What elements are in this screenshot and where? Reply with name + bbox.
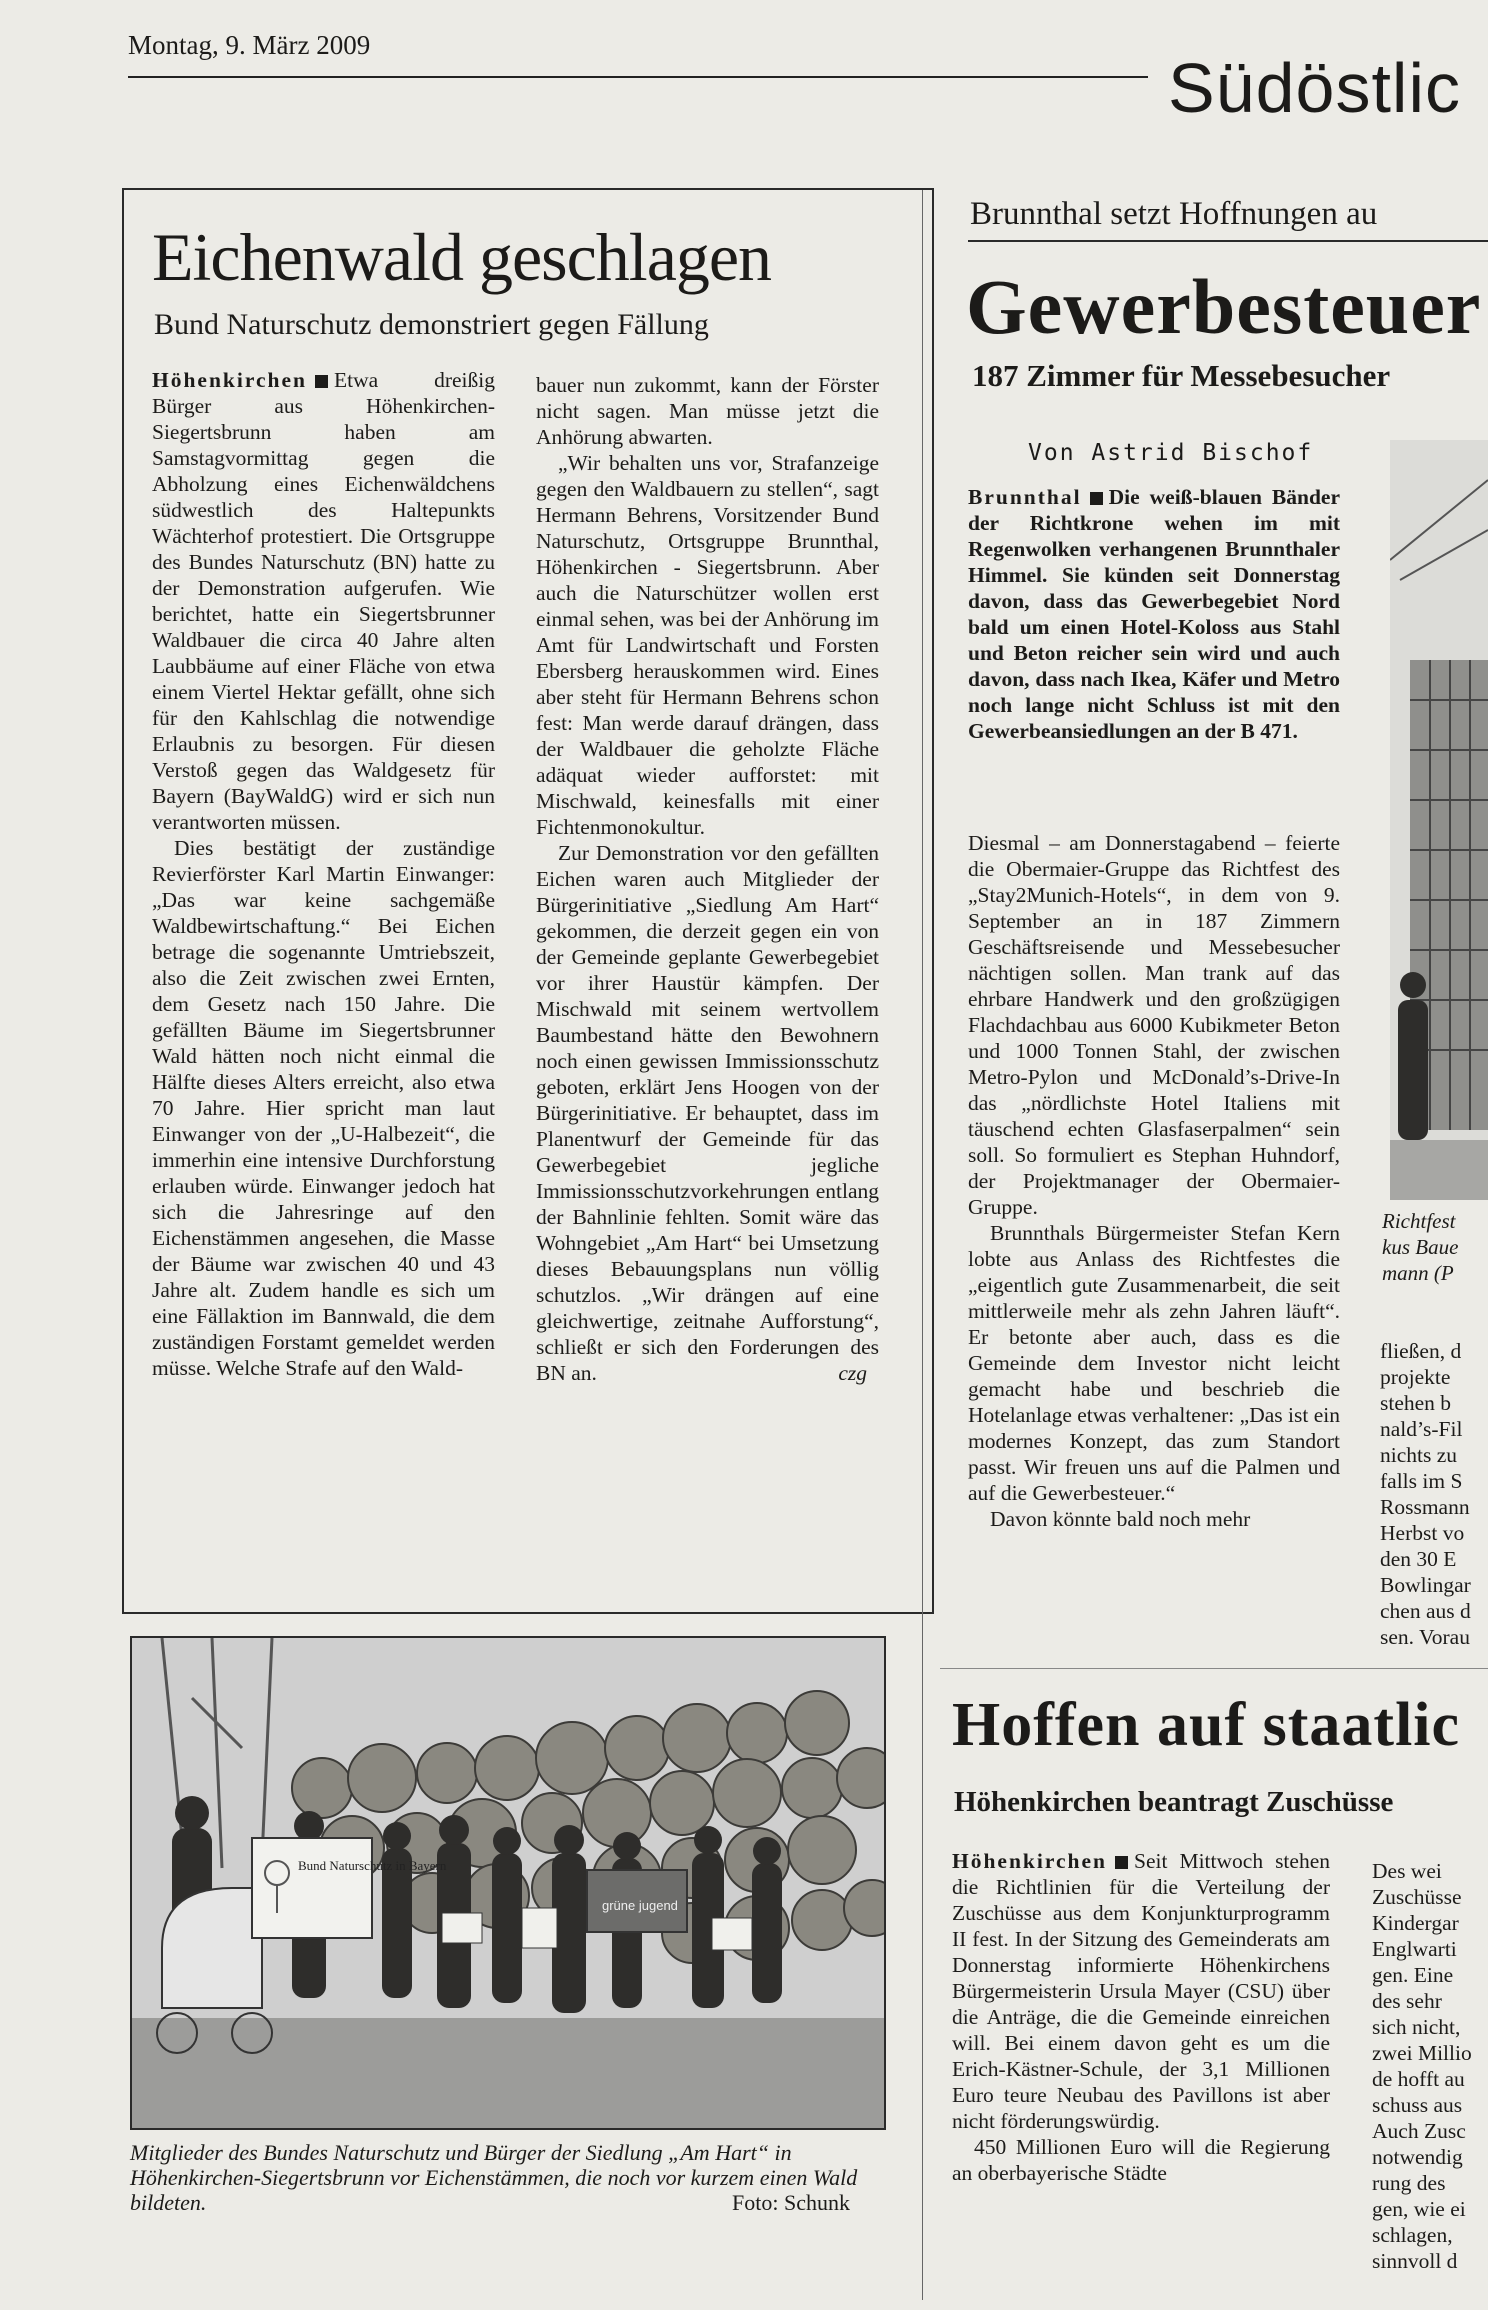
article-headline: Gewerbesteuer bbox=[966, 263, 1482, 350]
article-body bbox=[952, 1848, 1330, 2186]
text-line: zwei Millio bbox=[1372, 2041, 1472, 2065]
text-line: Rossmann bbox=[1380, 1495, 1470, 1519]
section-title: Südöstlic bbox=[1168, 49, 1462, 127]
article-kicker: Brunnthal setzt Hoffnungen au bbox=[970, 196, 1378, 232]
square-bullet-icon bbox=[315, 375, 328, 388]
text-line: Herbst vo bbox=[1380, 1521, 1465, 1545]
text-line: Kindergar bbox=[1372, 1911, 1459, 1935]
text-line: des sehr bbox=[1372, 1989, 1442, 2013]
caption-line: kus Baue bbox=[1382, 1235, 1459, 1259]
article-paragraph: bauer nun zukommt, kann der Förster nicht sagen. Man müsse jetzt die Anhörung abwarten. bbox=[536, 373, 879, 449]
text-line: falls im S bbox=[1380, 1469, 1463, 1493]
article-headline: Hoffen auf staatlic bbox=[952, 1691, 1461, 1759]
article-photo bbox=[130, 1636, 886, 2130]
article-paragraph: Brunnthals Bürgermeister Stefan Kern lobte aus Anlass des Richtfestes die „eigentlich gute Zusammenarbeit, die seit mittlerweile mehr als zehn Jahren läuft“. Er betonte aber auch, dass es die Gemeinde dem Investor nicht leicht gemacht habe und beschrieb die Hotelanlage etwas verhaltener: „Das ist ein modernes Konzept, das zum Standort passt. Wir freuen uns auf die Palmen und auf die Gewerbesteuer.“ bbox=[968, 1221, 1340, 1505]
column-divider bbox=[922, 190, 923, 2300]
caption-line: mann (P bbox=[1382, 1261, 1454, 1285]
article-lead bbox=[968, 484, 1340, 744]
author-signature: czg bbox=[838, 1361, 867, 1385]
banner-text: Bund Naturschutz in Bayern bbox=[298, 1858, 447, 1873]
paragraph-text: Etwa dreißig Bürger aus Höhenkirchen-Siegertsbrunn haben am Samstagvormittag gegen die Abholzung eines Eichenwäldchens südwestlich des Haltepunkts Wächterhof protestiert. Die Ortsgruppe des Bundes Naturschutz (BN) hatte zu der Demonstration aufgerufen. Wie berichtet, hatte ein Siegertsbrunner Waldbauer die circa 40 Jahre alten Laubbäume auf einer Fläche von etwa einem Viertel Hektar gefällt, ohne sich für den Kahlschlag die notwendige Erlaubnis zu besorgen. Für diesen Verstoß gegen das Waldgesetz für Bayern (BayWaldG) wird er sich nun verantworten müssen. bbox=[152, 368, 495, 834]
caption-line: Richtfest bbox=[1382, 1209, 1456, 1233]
photo-credit: Foto: Schunk bbox=[732, 2190, 850, 2215]
article-paragraph bbox=[968, 484, 1340, 744]
square-bullet-icon bbox=[1115, 1856, 1128, 1869]
issue-date: Montag, 9. März 2009 bbox=[128, 30, 371, 60]
banner-text: grüne jugend bbox=[602, 1898, 678, 1913]
article-column-2 bbox=[536, 372, 879, 1386]
text-line: notwendig bbox=[1372, 2145, 1463, 2169]
text-line: stehen b bbox=[1380, 1391, 1452, 1415]
text-line: Des wei bbox=[1372, 1859, 1442, 1883]
text-line: Bowlingar bbox=[1380, 1573, 1471, 1597]
article-continuation-column bbox=[1380, 1338, 1471, 1650]
text-line: sich nicht, bbox=[1372, 2015, 1461, 2039]
article-paragraph bbox=[152, 367, 495, 835]
article-paragraph bbox=[952, 1848, 1330, 2134]
article-paragraph bbox=[536, 840, 879, 1386]
text-line: gen, wie ei bbox=[1372, 2197, 1466, 2221]
photo-illustration bbox=[132, 1638, 884, 2128]
article-subheadline: Bund Naturschutz demonstriert gegen Fällung bbox=[154, 308, 709, 341]
text-line: rung des bbox=[1372, 2171, 1446, 2195]
text-line: Zuschüsse bbox=[1372, 1885, 1462, 1909]
text-line: den 30 E bbox=[1380, 1547, 1457, 1571]
text-line: schuss aus bbox=[1372, 2093, 1463, 2117]
square-bullet-icon bbox=[1090, 492, 1103, 505]
text-line: gen. Eine bbox=[1372, 1963, 1454, 1987]
text-line: projekte bbox=[1380, 1365, 1451, 1389]
masthead-rule bbox=[128, 76, 1148, 78]
article-column-1 bbox=[152, 367, 495, 1381]
photo-illustration bbox=[1390, 440, 1488, 1200]
article-paragraph: Davon könnte bald noch mehr bbox=[990, 1507, 1251, 1531]
paragraph-text: Zur Demonstration vor den gefällten Eichen waren auch Mitglieder der Bürgerinitiative „Siedlung Am Hart“ gekommen, die derzeit gegen ein von der Gemeinde geplante Gewerbegebiet vor ihrer Haustür kämpfen. Der Mischwald mit seinem wertvollem Baumbestand hätte den Bewohnern noch einen gewissen Immissionsschutz geboten, erklärt Jens Hoogen von der Bürgerinitiative. Er behauptet, dass im Planentwurf der Gemeinde für das Gewerbegebiet jegliche Immissionsschutzvorkehrungen entlang der Bahnlinie fehlten. Somit wäre das Wohngebiet „Am Hart“ bei Umsetzung dieses Bebauungsplans nun völlig schutzlos. „Wir drängen auf eine gleichwertige, zeitnahe Aufforstung“, schließt er sich den Forderungen des BN an. bbox=[536, 841, 879, 1385]
kicker-rule bbox=[968, 240, 1488, 242]
text-line: nichts zu bbox=[1380, 1443, 1458, 1467]
byline: Von Astrid Bischof bbox=[1028, 440, 1314, 466]
dateline: Höhenkirchen bbox=[952, 1849, 1108, 1873]
article-paragraph: „Wir behalten uns vor, Strafanzeige gegen den Waldbauern zu stellen“, sagt Hermann Behrens, Vorsitzender Bund Naturschutz, Ortsgruppe Brunnthal, Höhenkirchen - Siegertsbrunn. Aber auch die Naturschützer wollen erst einmal sehen, was bei der Anhörung im Amt für Landwirtschaft und Forsten Ebersberg herauskommen wird. Eines aber steht für Hermann Behrens schon fest: Man werde darauf drängen, dass der Waldbauer die geholzte Fläche adäquat wieder aufforstet: mit Mischwald, keinesfalls mit einer Fichtenmonokultur. bbox=[536, 451, 879, 839]
text-line: Englwarti bbox=[1372, 1937, 1457, 1961]
article-paragraph: Diesmal – am Donnerstagabend – feierte die Obermaier-Gruppe das Richtfest des „Stay2Munich-Hotels“, in dem von 9. September an in 187 Zimmern Geschäftsreisende und Messebesucher nächtigen sollen. Man trank auf das ehrbare Handwerk und den großzügigen Flachdachbau aus 6000 Kubikmeter Beton und 1000 Tonnen Stahl, der zwischen Metro-Pylon und McDonald’s-Drive-In das „nördlichste Hotel Italiens mit täuschend echten Glasfaserpalmen“ sein soll. So formuliert es Stephan Huhndorf, der Projektmanager der Obermaier-Gruppe. bbox=[968, 831, 1340, 1219]
article-paragraph: Dies bestätigt der zuständige Revierförster Karl Martin Einwanger: „Das war keine sachgemäße Waldbewirtschaftung.“ Bei Eichen betrage die sogenannte Umtriebszeit, also die Zeit zwischen zwei Ernten, dem Gesetz nach 150 Jahre. Die gefällten Bäume im Siegertsbrunner Wald hätten noch nicht einmal die Hälfte dieses Alters erreicht, also etwa 70 Jahre. Hier spricht man laut Einwanger von der „U-Halbezeit“, die immerhin eine intensive Durchforstung erlauben würde. Einwanger jedoch hat sich die Jahresringe auf den Eichenstämmen angesehen, die Masse der Bäume war zwischen 40 und 43 Jahre alt. Zudem handle es sich um eine Fällaktion im Bannwald, die dem zuständigen Forstamt gemeldet werden müsse. Welche Strafe auf den Wald- bbox=[152, 836, 495, 1380]
text-line: sinnvoll d bbox=[1372, 2249, 1458, 2273]
text-line: schlagen, bbox=[1372, 2223, 1453, 2247]
text-line: Auch Zusc bbox=[1372, 2119, 1466, 2143]
text-line: de hofft au bbox=[1372, 2067, 1465, 2091]
photo-caption bbox=[130, 2140, 890, 2215]
text-line: fließen, d bbox=[1380, 1339, 1462, 1363]
dateline: Brunnthal bbox=[968, 485, 1082, 509]
article-subheadline: Höhenkirchen beantragt Zuschüsse bbox=[954, 1786, 1394, 1818]
article-headline: Eichenwald geschlagen bbox=[152, 219, 772, 295]
article-paragraph: 450 Millionen Euro will die Regierung an oberbayerische Städte bbox=[952, 2135, 1330, 2185]
hotel-photo bbox=[1390, 440, 1488, 1200]
article-body bbox=[968, 830, 1340, 1532]
article-subheadline: 187 Zimmer für Messebesucher bbox=[972, 358, 1391, 393]
text-line: sen. Vorau bbox=[1380, 1625, 1470, 1649]
caption-text: Mitglieder des Bundes Naturschutz und Bürger der Siedlung „Am Hart“ in Höhenkirchen-Siegertsbrunn vor Eichenstämmen, die noch vor kurzem einen Wald bildeten. bbox=[130, 2140, 858, 2215]
section-rule bbox=[940, 1668, 1488, 1669]
article-eichenwald bbox=[122, 188, 934, 1614]
paragraph-text: Seit Mittwoch stehen die Richtlinien für die Verteilung der Zuschüsse aus dem Konjunkturprogramm II fest. In der Sitzung des Gemeinderats am Donnerstag informierte Höhenkirchens Bürgermeisterin Ursula Mayer (CSU) über die Anträge, die die Gemeinde einreichen will. Bei einem davon geht es um die Erich-Kästner-Schule, der 3,1 Millionen Euro teure Neubau des Pavillons ist aber nicht förderungswürdig. bbox=[952, 1849, 1330, 2133]
dateline: Höhenkirchen bbox=[152, 368, 308, 392]
text-line: chen aus d bbox=[1380, 1599, 1471, 1623]
lead-text: Die weiß-blauen Bänder der Richtkrone wehen im mit Regenwolken verhangenen Brunnthaler Himmel. Sie künden seit Donnerstag davon, dass das Gewerbegebiet Nord bald um einen Hotel-Koloss aus Stahl und Beton reicher sein wird und auch davon, dass nach Ikea, Käfer und Metro noch lange nicht Schluss ist mit den Gewerbeansiedlungen an der B 471. bbox=[968, 485, 1340, 743]
photo-caption bbox=[1382, 1208, 1458, 1286]
article-continuation-column bbox=[1372, 1858, 1472, 2274]
text-line: nald’s-Fil bbox=[1380, 1417, 1463, 1441]
